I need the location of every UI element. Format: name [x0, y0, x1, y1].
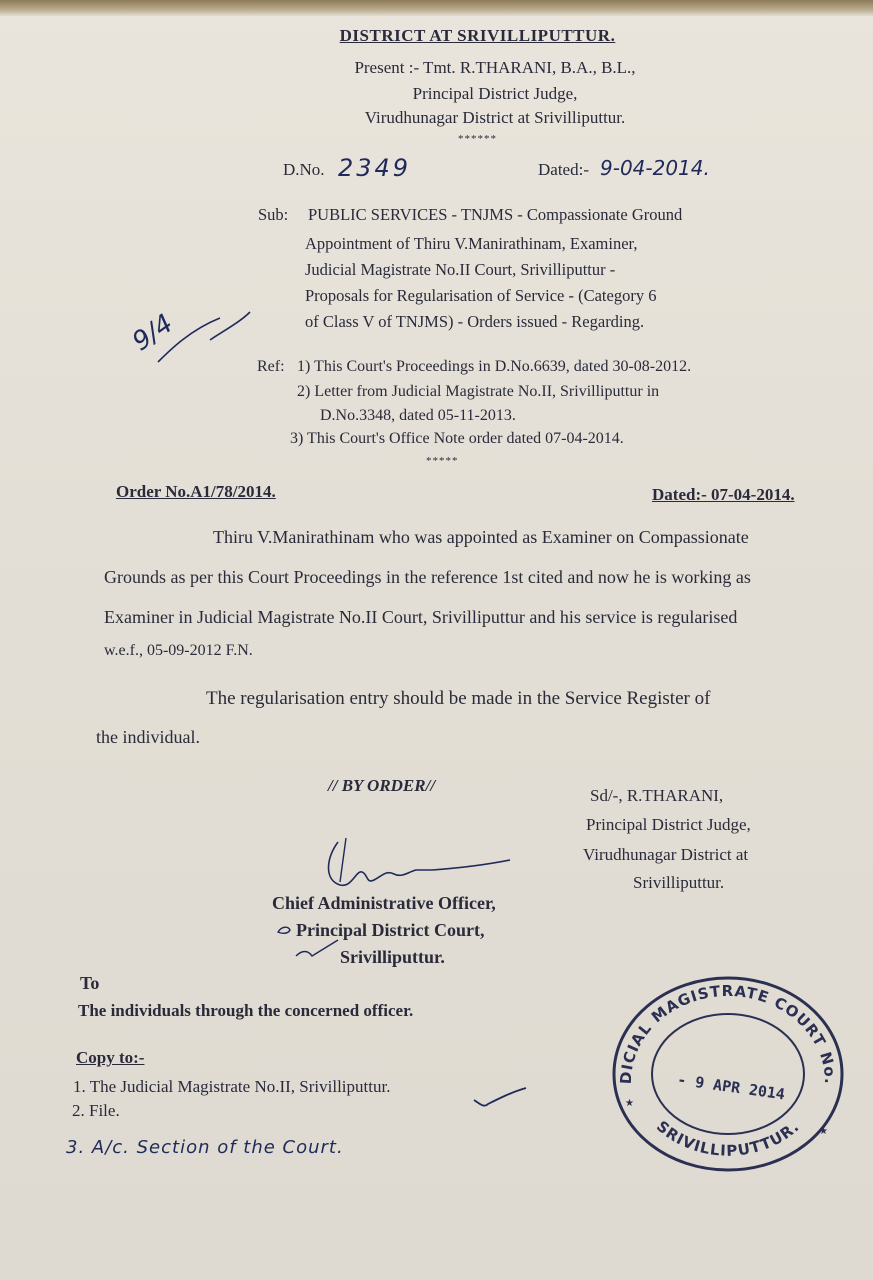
order-para1-line4: w.e.f., 05-09-2012 F.N.: [104, 642, 253, 659]
dno-dated-label: Dated:-: [538, 160, 589, 179]
to-label: To: [80, 973, 100, 993]
header-separator: ******: [458, 133, 497, 145]
location-line: Virudhunagar District at Srivilliputtur.: [364, 108, 626, 127]
subject-line-2: Appointment of Thiru V.Manirathinam, Examiner,: [305, 234, 638, 253]
officer-sign-line3: Srivilliputtur.: [340, 947, 445, 967]
judge-sign-line3: Virudhunagar District at: [583, 845, 749, 864]
margin-scribble-icon: [150, 300, 260, 380]
copy-to-label: Copy to:-: [76, 1048, 145, 1067]
copy-item-1: 1. The Judicial Magistrate No.II, Srivilliputtur.: [73, 1077, 391, 1096]
dno-label: D.No.: [283, 160, 325, 179]
subject-line-3: Judicial Magistrate No.II Court, Srivilliputtur -: [305, 260, 616, 279]
subject-line-1: PUBLIC SERVICES - TNJMS - Compassionate Ground: [308, 205, 683, 224]
copy-item-2: 2. File.: [72, 1101, 120, 1120]
judge-sign-line1: Sd/-, R.THARANI,: [590, 786, 724, 805]
order-para2-line2: the individual.: [96, 727, 200, 747]
officer-sign-line2: Principal District Court,: [296, 920, 485, 940]
svg-text:★: ★: [819, 1126, 828, 1137]
reference-label: Ref:: [257, 358, 285, 375]
officer-sign-line1: Chief Administrative Officer,: [272, 893, 496, 913]
court-seal-stamp: [603, 970, 853, 1175]
subject-label: Sub:: [258, 205, 289, 224]
svg-text:★: ★: [625, 1098, 634, 1109]
dno-number: 2349: [338, 154, 412, 182]
judge-sign-line2: Principal District Judge,: [586, 815, 751, 834]
order-para1-line2: Grounds as per this Court Proceedings in the reference 1st cited and now he is working as: [104, 567, 751, 587]
reference-2: 2) Letter from Judicial Magistrate No.II, Srivilliputtur in: [297, 383, 660, 400]
dno-dated-value: 9-04-2014.: [600, 156, 710, 180]
court-seal-icon: [603, 970, 853, 1175]
district-heading: DISTRICT AT SRIVILLIPUTTUR.: [339, 26, 616, 45]
handwritten-signature-icon: [310, 830, 520, 900]
initial-marks-icon: [274, 920, 344, 970]
stamp-top-text: DICIAL MAGISTRATE COURT No.: [616, 981, 840, 1085]
checkmark-icon: [470, 1084, 530, 1114]
reference-separator: *****: [426, 455, 459, 467]
svg-text:SRIVILLIPUTTUR.: [653, 1117, 803, 1160]
present-line: Present :- Tmt. R.THARANI, B.A., B.L.,: [354, 58, 636, 77]
margin-handwritten-note: 9/4: [127, 308, 179, 358]
reference-3: 3) This Court's Office Note order dated 07-04-2014.: [290, 430, 624, 447]
by-order: // BY ORDER//: [328, 776, 436, 795]
subject-line-4: Proposals for Regularisation of Service - (Category 6: [305, 286, 657, 305]
reference-1: 1) This Court's Proceedings in D.No.6639, dated 30-08-2012.: [297, 358, 692, 375]
stamp-bottom-text: SRIVILLIPUTTUR.: [653, 1117, 803, 1160]
order-para1-line3: Examiner in Judicial Magistrate No.II Court, Srivilliputtur and his service is regularised: [104, 607, 738, 627]
page-top-edge: [0, 0, 873, 16]
recipient-line: The individuals through the concerned officer.: [78, 1001, 414, 1020]
designation-line: Principal District Judge,: [412, 84, 578, 103]
subject-line-5: of Class V of TNJMS) - Orders issued - Regarding.: [305, 312, 645, 331]
order-para2-line1: The regularisation entry should be made in the Service Register of: [206, 688, 711, 709]
order-dated: Dated:- 07-04-2014.: [652, 485, 795, 504]
copy-item-3: 3. A/c. Section of the Court.: [66, 1137, 344, 1158]
order-number: Order No.A1/78/2014.: [116, 482, 276, 501]
stamp-date: - 9 APR 2014: [676, 1070, 787, 1104]
reference-2-cont: D.No.3348, dated 05-11-2013.: [320, 407, 516, 424]
order-para1-line1: Thiru V.Manirathinam who was appointed as Examiner on Compassionate: [213, 527, 749, 547]
judge-sign-line4: Srivilliputtur.: [633, 873, 725, 892]
